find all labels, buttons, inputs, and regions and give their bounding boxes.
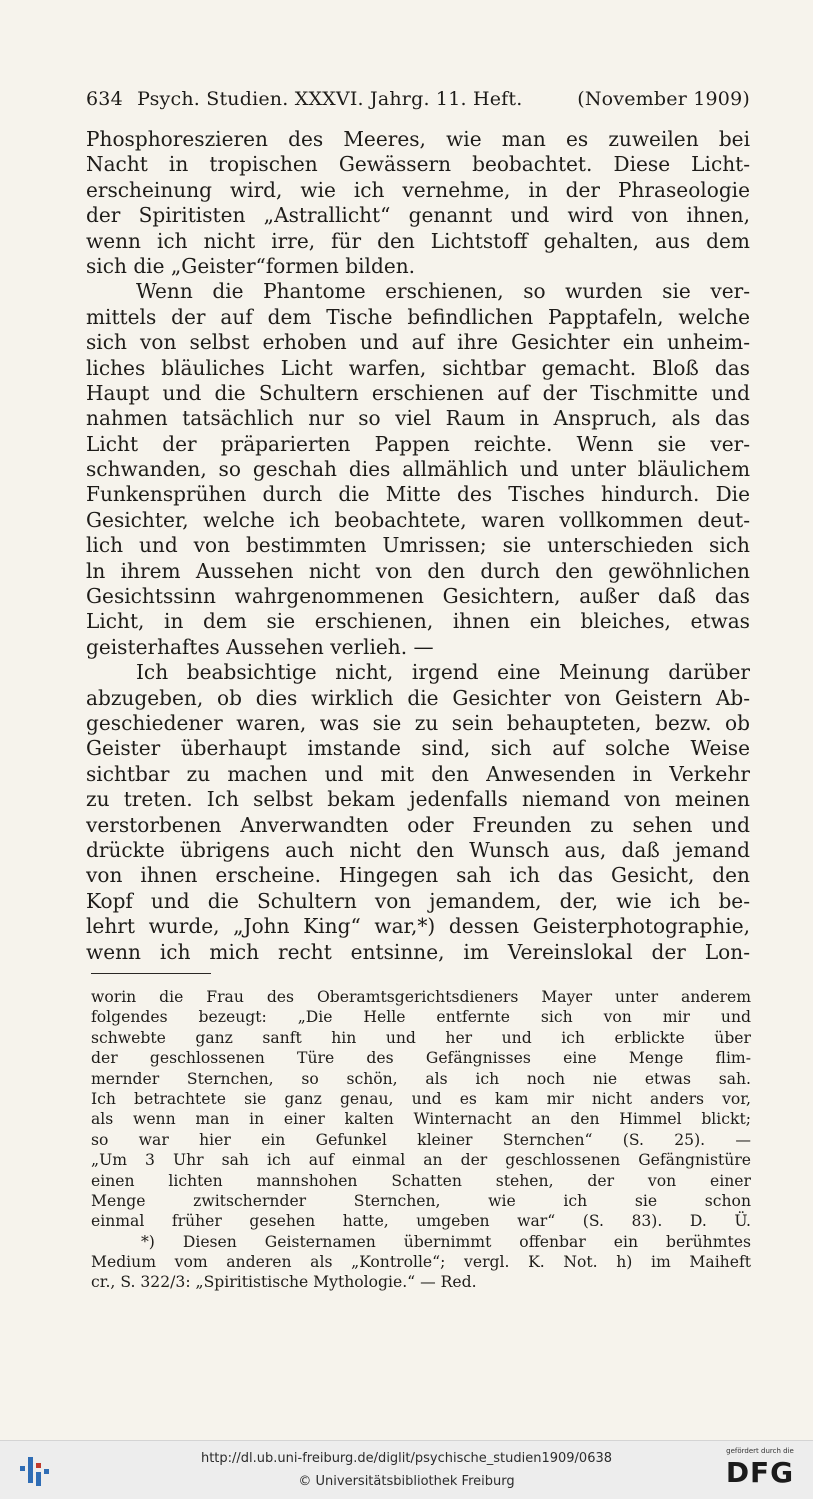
text-line: Geister überhaupt imstande sind, sich auf solche Weise: [86, 736, 750, 761]
text-line: Funkensprühen durch die Mitte des Tisches hindurch. Die: [86, 482, 750, 507]
text-line: geisterhaftes Aussehen verlieh. —: [86, 634, 434, 659]
footnote-line: der geschlossenen Türe des Gefängnisses eine Menge flim-: [91, 1049, 751, 1068]
text-line: ln ihrem Aussehen nicht von den durch den gewöhnlichen: [86, 558, 750, 583]
issue-date: (November 1909): [577, 88, 750, 110]
text-line: sich von selbst erhoben und auf ihre Gesichter ein unheim-: [86, 330, 750, 355]
text-line: Nacht in tropischen Gewässern beobachtet. Diese Licht-: [86, 152, 750, 177]
text-line: schwanden, so geschah dies allmählich und unter bläulichem: [86, 457, 750, 482]
footnote-line: folgendes bezeugt: „Die Helle entfernte sich von mir und: [91, 1008, 751, 1027]
text-line: lich und von bestimmten Umrissen; sie unterschieden sich: [86, 533, 750, 558]
footnote-line: so war hier ein Gefunkel kleiner Sternchen“ (S. 25). —: [91, 1130, 751, 1149]
journal-title: Psych. Studien. XXXVI. Jahrg. 11. Heft.: [137, 88, 523, 110]
footnote-separator: [91, 973, 211, 974]
text-line: Licht, in dem sie erschienen, ihnen ein bleiches, etwas: [86, 609, 750, 634]
dfg-logo: DFG: [725, 1456, 795, 1489]
text-line: von ihnen erscheine. Hingegen sah ich das Gesicht, den: [86, 863, 750, 888]
text-line: lehrt wurde, „John King“ war,*) dessen Geisterphotographie,: [86, 914, 750, 939]
text-line: wenn ich nicht irre, für den Lichtstoff gehalten, aus dem: [86, 228, 750, 253]
viewer-footer: [0, 1440, 813, 1499]
text-line: Wenn die Phantome erschienen, so wurden sie ver-: [136, 279, 750, 304]
funding-note: gefördert durch die: [726, 1447, 794, 1455]
footnote-line: Medium vom anderen als „Kontrolle“; vergl. K. Not. h) im Maiheft: [91, 1253, 751, 1272]
text-line: Gesichtssinn wahrgenommenen Gesichtern, außer daß das: [86, 584, 750, 609]
running-header: [86, 88, 750, 110]
footnote-line: einen lichten mannshohen Schatten stehen, der von einer: [91, 1171, 751, 1190]
text-line: verstorbenen Anverwandten oder Freunden zu sehen und: [86, 812, 750, 837]
text-line: erscheinung wird, wie ich vernehme, in der Phraseologie: [86, 177, 750, 202]
footnote-line: Menge zwitschernder Sternchen, wie ich sie schon: [91, 1191, 751, 1210]
footnote-line: *) Diesen Geisternamen übernimmt offenbar ein berühmtes: [141, 1232, 751, 1251]
text-line: Phosphoreszieren des Meeres, wie man es zuweilen bei: [86, 127, 750, 151]
footnote-line: als wenn man in einer kalten Winternacht an den Himmel blickt;: [91, 1110, 751, 1129]
footnote-line: worin die Frau des Oberamtsgerichtsdieners Mayer unter anderem: [91, 988, 751, 1006]
text-line: zu treten. Ich selbst bekam jedenfalls niemand von meinen: [86, 787, 750, 812]
text-line: Ich beabsichtige nicht, irgend eine Meinung darüber: [136, 660, 750, 685]
text-line: sich die „Geister“formen bilden.: [86, 253, 416, 278]
main-text: [86, 127, 750, 965]
footnote-line: schwebte ganz sanft hin und her und ich erblickte über: [91, 1028, 751, 1047]
text-line: wenn ich mich recht entsinne, im Vereinslokal der Lon-: [86, 939, 750, 964]
footnote-line: mernder Sternchen, so schön, als ich noch nie etwas sah.: [91, 1069, 751, 1088]
footnote-line: „Um 3 Uhr sah ich auf einmal an der geschlossenen Gefängnistüre: [91, 1151, 751, 1170]
text-line: abzugeben, ob dies wirklich die Gesichter von Geistern Ab-: [86, 685, 750, 710]
footnote-line: einmal früher gesehen hatte, umgeben war“ (S. 83). D. Ü.: [91, 1212, 751, 1231]
page-number: 634: [86, 88, 123, 110]
text-line: nahmen tatsächlich nur so viel Raum in Anspruch, als das: [86, 406, 750, 431]
text-line: Gesichter, welche ich beobachtete, waren vollkommen deut-: [86, 507, 750, 532]
copyright-notice: © Universitätsbibliothek Freiburg: [298, 1474, 515, 1489]
text-line: drückte übrigens auch nicht den Wunsch aus, daß jemand: [86, 837, 750, 862]
footnotes: [91, 987, 751, 1293]
text-line: sichtbar zu machen und mit den Anwesenden in Verkehr: [86, 761, 750, 786]
source-url[interactable]: http://dl.ub.uni-freiburg.de/diglit/psychische_studien1909/0638: [200, 1451, 613, 1466]
text-line: liches bläuliches Licht warfen, sichtbar gemacht. Bloß das: [86, 355, 750, 380]
text-line: Kopf und die Schultern von jemandem, der, wie ich be-: [86, 888, 750, 913]
text-line: der Spiritisten „Astrallicht“ genannt und wird von ihnen,: [86, 203, 750, 228]
text-line: geschiedener waren, was sie zu sein behaupteten, bezw. ob: [86, 710, 750, 735]
footnote-line: Ich betrachtete sie ganz genau, und es kam mir nicht anders vor,: [91, 1089, 751, 1108]
footnote-line: cr., S. 322/3: „Spiritistische Mythologie.“ — Red.: [91, 1273, 477, 1292]
text-line: mittels der auf dem Tische befindlichen Papptafeln, welche: [86, 304, 750, 329]
text-line: Haupt und die Schultern erschienen auf der Tischmitte und: [86, 380, 750, 405]
text-line: Licht der präparierten Pappen reichte. Wenn sie ver-: [86, 431, 750, 456]
